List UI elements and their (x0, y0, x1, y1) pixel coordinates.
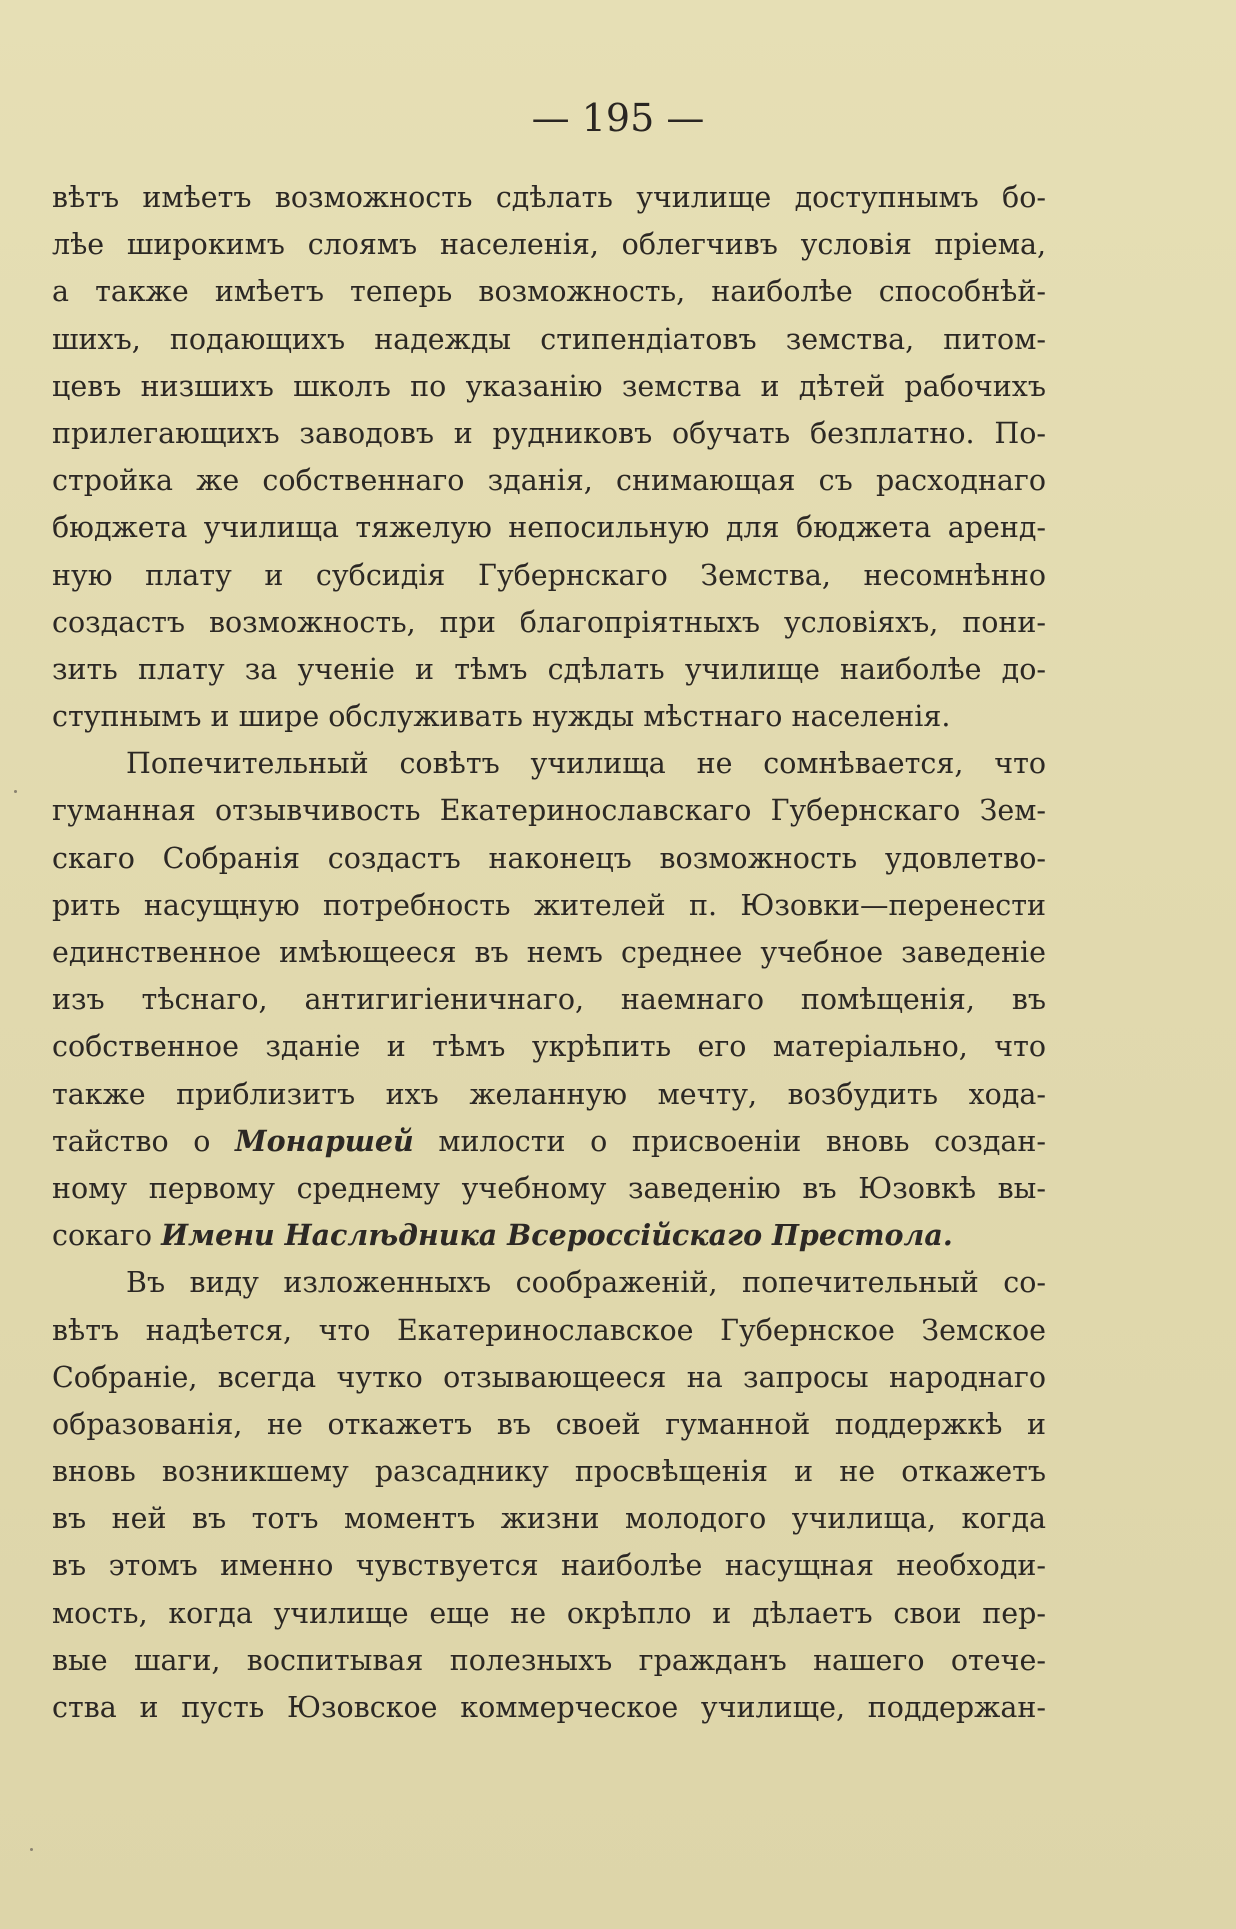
text-line-with-italic (52, 1118, 1046, 1165)
paper-speck (14, 790, 17, 793)
text-line: прилегающихъ заводовъ и рудниковъ обучать безплатно. По- (52, 416, 1046, 450)
text-line: мость, когда училище еще не окрѣпло и дѣлаетъ свои пер- (52, 1596, 1046, 1630)
text-line: въ этомъ именно чувствуется наиболѣе насущная необходи- (52, 1549, 1046, 1583)
text-line: бюджета училища тяжелую непосильную для бюджета аренд- (52, 511, 1046, 545)
text-line: ную плату и субсидія Губернскаго Земства, несомнѣнно (52, 558, 1046, 592)
italic-phrase: Монаршей (235, 1123, 414, 1158)
text-line: лѣе широкимъ слоямъ населенія, облегчивъ условія пріема, (52, 228, 1046, 262)
text-line: шихъ, подающихъ надежды стипендіатовъ земства, питом- (52, 322, 1046, 356)
line-text-before-italic: сокаго (52, 1219, 162, 1253)
text-line: вые шаги, воспитывая полезныхъ гражданъ нашего отече- (52, 1643, 1046, 1677)
paragraph-start-line: Попечительный совѣтъ училища не сомнѣвается, что (126, 747, 1046, 781)
text-line: собственное зданіе и тѣмъ укрѣпить его матеріально, что (52, 1030, 1046, 1064)
line-text-after-italic: милости о присвоеніи вновь создан- (413, 1124, 1046, 1158)
text-line: стройка же собственнаго зданія, снимающая съ расходнаго (52, 464, 1046, 498)
text-line: въ ней въ тотъ моментъ жизни молодого училища, когда (52, 1502, 1046, 1536)
text-line-with-italic (52, 1212, 1046, 1259)
text-line: гуманная отзывчивость Екатеринославскаго Губернскаго Зем- (52, 794, 1046, 828)
text-line: также приблизитъ ихъ желанную мечту, возбудить хода- (52, 1077, 1046, 1111)
page-number: — 195 — (531, 96, 705, 140)
text-line: вѣтъ надѣется, что Екатеринославское Губернское Земское (52, 1313, 1046, 1347)
text-line: вѣтъ имѣетъ возможность сдѣлать училище доступнымъ бо- (52, 181, 1046, 214)
text-line: Собраніе, всегда чутко отзывающееся на запросы народнаго (52, 1360, 1046, 1394)
text-line: единственное имѣющееся въ немъ среднее учебное заведеніе (52, 936, 1046, 969)
italic-phrase: Имени Наслѣдника Всероссійскаго Престола. (161, 1218, 953, 1253)
text-line: зить плату за ученіе и тѣмъ сдѣлать училище наиболѣе до- (52, 652, 1046, 686)
line-text-before-italic: тайство о (52, 1124, 236, 1158)
body-text (52, 174, 1046, 1731)
paragraph-start-line: Въ виду изложенныхъ соображеній, попечительный со- (126, 1266, 1046, 1300)
text-line: вновь возникшему разсаднику просвѣщенія и не откажетъ (52, 1455, 1046, 1489)
text-line: образованія, не откажетъ въ своей гуманной поддержкѣ и (52, 1407, 1046, 1441)
text-line: а также имѣетъ теперь возможность, наиболѣе способнѣй- (52, 275, 1046, 309)
text-line: рить насущную потребность жителей п. Юзовки—перенести (52, 888, 1046, 922)
paper-speck (30, 1848, 33, 1851)
text-line: ступнымъ и шире обслуживать нужды мѣстнаго населенія. (52, 700, 951, 734)
text-line: изъ тѣснаго, антигигіеничнаго, наемнаго помѣщенія, въ (52, 983, 1046, 1017)
text-line: ства и пусть Юзовское коммерческое училище, поддержан- (52, 1691, 1046, 1724)
text-line: создастъ возможность, при благопріятныхъ условіяхъ, пони- (52, 605, 1046, 639)
text-line: ному первому среднему учебному заведенію въ Юзовкѣ вы- (52, 1171, 1046, 1205)
text-line: скаго Собранія создастъ наконецъ возможность удовлетво- (52, 841, 1046, 875)
text-line: цевъ низшихъ школъ по указанію земства и дѣтей рабочихъ (52, 369, 1046, 403)
